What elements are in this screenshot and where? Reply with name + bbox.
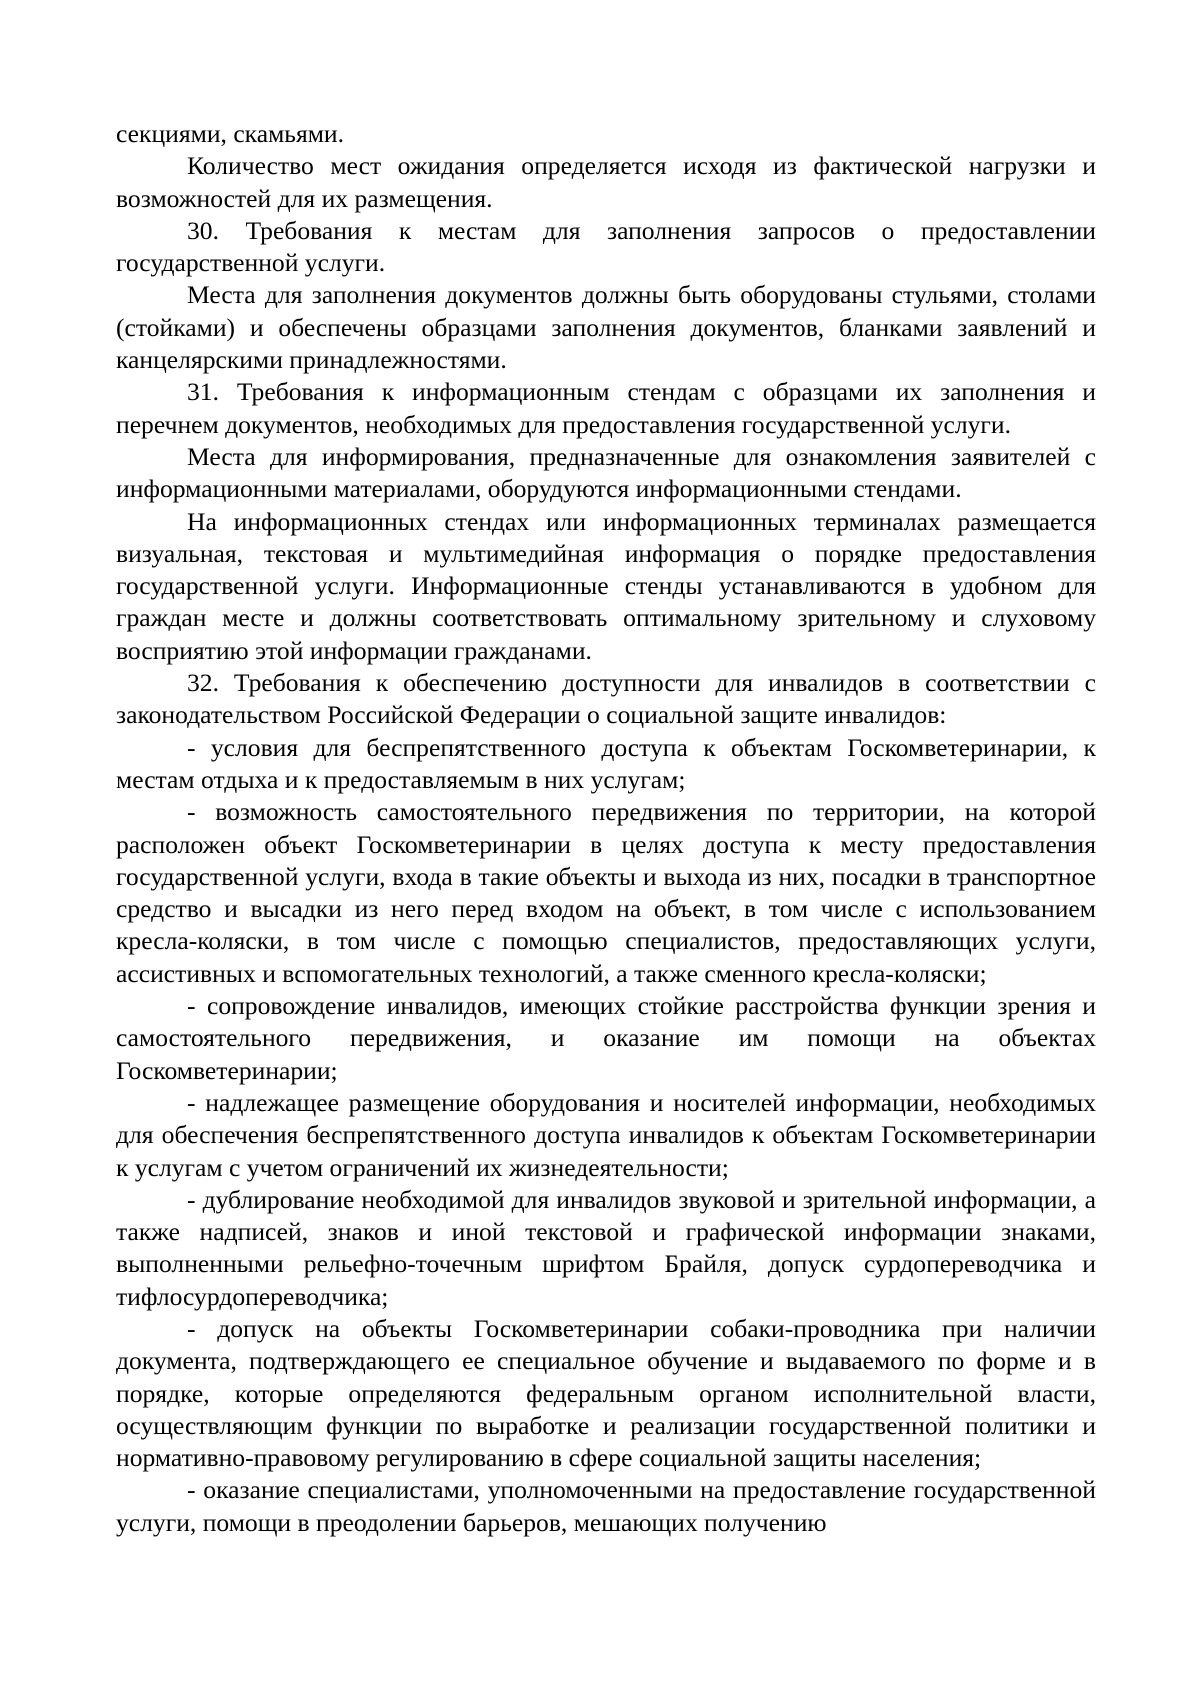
list-item-independent-movement: - возможность самостоятельного передвижения по территории, на которой расположен объект Госкомветеринарии в целях доступа к месту предоставления государственной услуги, входа в такие объекты и выхода из них, посадки в транспортное средство и высадки из него перед входом на объект, в том числе с использованием кресла-коляски, в том числе с помощью специалистов, предоставляющих услуги, ассистивных и вспомогательных технологий, а также сменного кресла-коляски; (116, 797, 1096, 988)
list-item-duplication: - дублирование необходимой для инвалидов звуковой и зрительной информации, а также надписей, знаков и иной текстовой и графической информации знаками, выполненными рельефно-точечным шрифтом Брайля, допуск сурдопереводчика и тифлосурдопереводчика; (116, 1184, 1096, 1311)
list-item-access-conditions: - условия для беспрепятственного доступа к объектам Госкомветеринарии, к местам отдыха и к предоставляемым в них услугам; (116, 732, 1096, 794)
document-page (116, 118, 1096, 1539)
paragraph-item-32: 32. Требования к обеспечению доступности для инвалидов в соответствии с законодательством Российской Федерации о социальной защите инвалидов: (116, 668, 1096, 730)
paragraph-item-31: 31. Требования к информационным стендам с образцами их заполнения и перечнем документов, необходимых для предоставления государственной услуги. (116, 377, 1096, 439)
paragraph-filling-places: Места для заполнения документов должны быть оборудованы стульями, столами (стойками) и обеспечены образцами заполнения документов, бланками заявлений и канцелярскими принадлежностями. (116, 280, 1096, 375)
list-item-specialist-assistance: - оказание специалистами, уполномоченными на предоставление государственной услуги, помощи в преодолении барьеров, мешающих получению (116, 1475, 1096, 1537)
list-item-guide-dog: - допуск на объекты Госкомветеринарии собаки-проводника при наличии документа, подтверждающего ее специальное обучение и выдаваемого по форме и в порядке, которые определяются федеральным органом исполнительной власти, осуществляющим функции по выработке и реализации государственной политики и нормативно-правовому регулированию в сфере социальной защиты населения; (116, 1313, 1096, 1473)
paragraph-item-30: 30. Требования к местам для заполнения запросов о предоставлении государственной услуги. (116, 215, 1096, 278)
paragraph-info-places: Места для информирования, предназначенные для ознакомления заявителей с информационными материалами, оборудуются информационными стендами. (116, 441, 1096, 504)
paragraph-waiting-seats-count: Количество мест ожидания определяется исходя из фактической нагрузки и возможностей для их размещения. (116, 151, 1096, 213)
list-item-equipment-placement: - надлежащее размещение оборудования и носителей информации, необходимых для обеспечения беспрепятственного доступа инвалидов к объектам Госкомветеринарии к услугам с учетом ограничений их жизнедеятельности; (116, 1087, 1096, 1182)
paragraph-waiting-seats-end: секциями, скамьями. (116, 119, 345, 148)
paragraph-info-stands: На информационных стендах или информационных терминалах размещается визуальная, текстовая и мультимедийная информация о порядке предоставления государственной услуги. Информационные стенды устанавливаются в удобном для граждан месте и должны соответствовать оптимальному зрительному и слуховому восприятию этой информации гражданами. (116, 506, 1096, 665)
list-item-escort: - сопровождение инвалидов, имеющих стойкие расстройства функции зрения и самостоятельного передвижения, и оказание им помощи на объектах Госкомветеринарии; (116, 991, 1096, 1085)
